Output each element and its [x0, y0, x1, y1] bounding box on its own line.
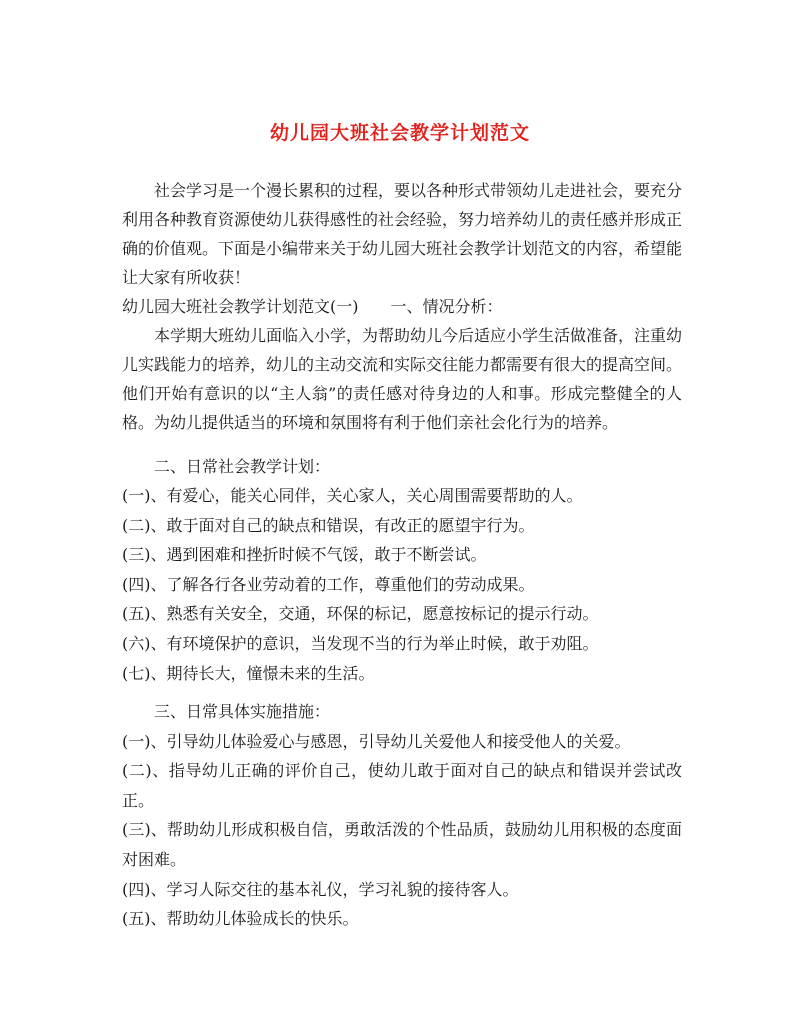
plan-item: (四)、了解各行各业劳动着的工作，尊重他们的劳动成果。	[122, 574, 535, 594]
plan-item: (二)、敢于面对自己的缺点和错误，有改正的愿望宇行为。	[122, 515, 535, 535]
plan-list	[122, 481, 682, 688]
section1-heading: 幼儿园大班社会教学计划范文(一) 一、情况分析：	[122, 297, 503, 316]
plan-item: (三)、遇到困难和挫折时候不气馁，敢于不断尝试。	[122, 545, 487, 565]
document-title: 幼儿园大班社会教学计划范文	[269, 122, 530, 144]
measures-heading: 三、日常具体实施措施：	[154, 702, 331, 721]
plan-item: (六)、有环境保护的意识，当发现不当的行为举止时候，敢于劝阻。	[122, 633, 599, 653]
measures-item: (一)、引导幼儿体验爱心与感恩，引导幼儿关爱他人和接受他人的关爱。	[122, 731, 631, 751]
measures-item: (三)、帮助幼儿形成积极自信，勇敢活泼的个性品质，鼓励幼儿用积极的态度面对困难。	[122, 820, 682, 869]
plan-item: (一)、有爱心，能关心同伴，关心家人，关心周围需要帮助的人。	[122, 486, 583, 505]
plan-heading: 二、日常社会教学计划：	[154, 457, 331, 476]
situation-paragraph: 本学期大班幼儿面临入小学，为帮助幼儿今后适应小学生活做准备，注重幼儿实践能力的培养，幼儿的主动交流和实际交往能力都需要有很大的提高空间。他们开始有意识的以“主人翁”的责任感对待身边的人和事。形成完整健全的人格。为幼儿提供适当的环境和氛围将有利于他们亲社会化行为的培养。	[122, 326, 683, 432]
intro-paragraph: 社会学习是一个漫长累积的过程，要以各种形式带领幼儿走进社会，要充分利用各种教育资源使幼儿获得感性的社会经验，努力培养幼儿的责任感并形成正确的价值观。下面是小编带来关于幼儿园大班社会教学计划范文的内容，希望能让大家有所收获！	[122, 181, 683, 287]
document-body	[122, 176, 682, 437]
plan-item: (七)、期待长大，憧憬未来的生活。	[122, 663, 375, 683]
measures-section	[122, 697, 682, 934]
plan-item: (五)、熟悉有关安全，交通，环保的标记，愿意按标记的提示行动。	[122, 604, 599, 624]
measures-item: (四)、学习人际交往的基本礼仪，学习礼貌的接待客人。	[122, 879, 519, 899]
plan-section	[122, 452, 682, 481]
measures-item: (五)、帮助幼儿体验成长的快乐。	[122, 909, 359, 929]
measures-item: (二)、指导幼儿正确的评价自己，使幼儿敢于面对自己的缺点和错误并尝试改正。	[122, 761, 682, 810]
